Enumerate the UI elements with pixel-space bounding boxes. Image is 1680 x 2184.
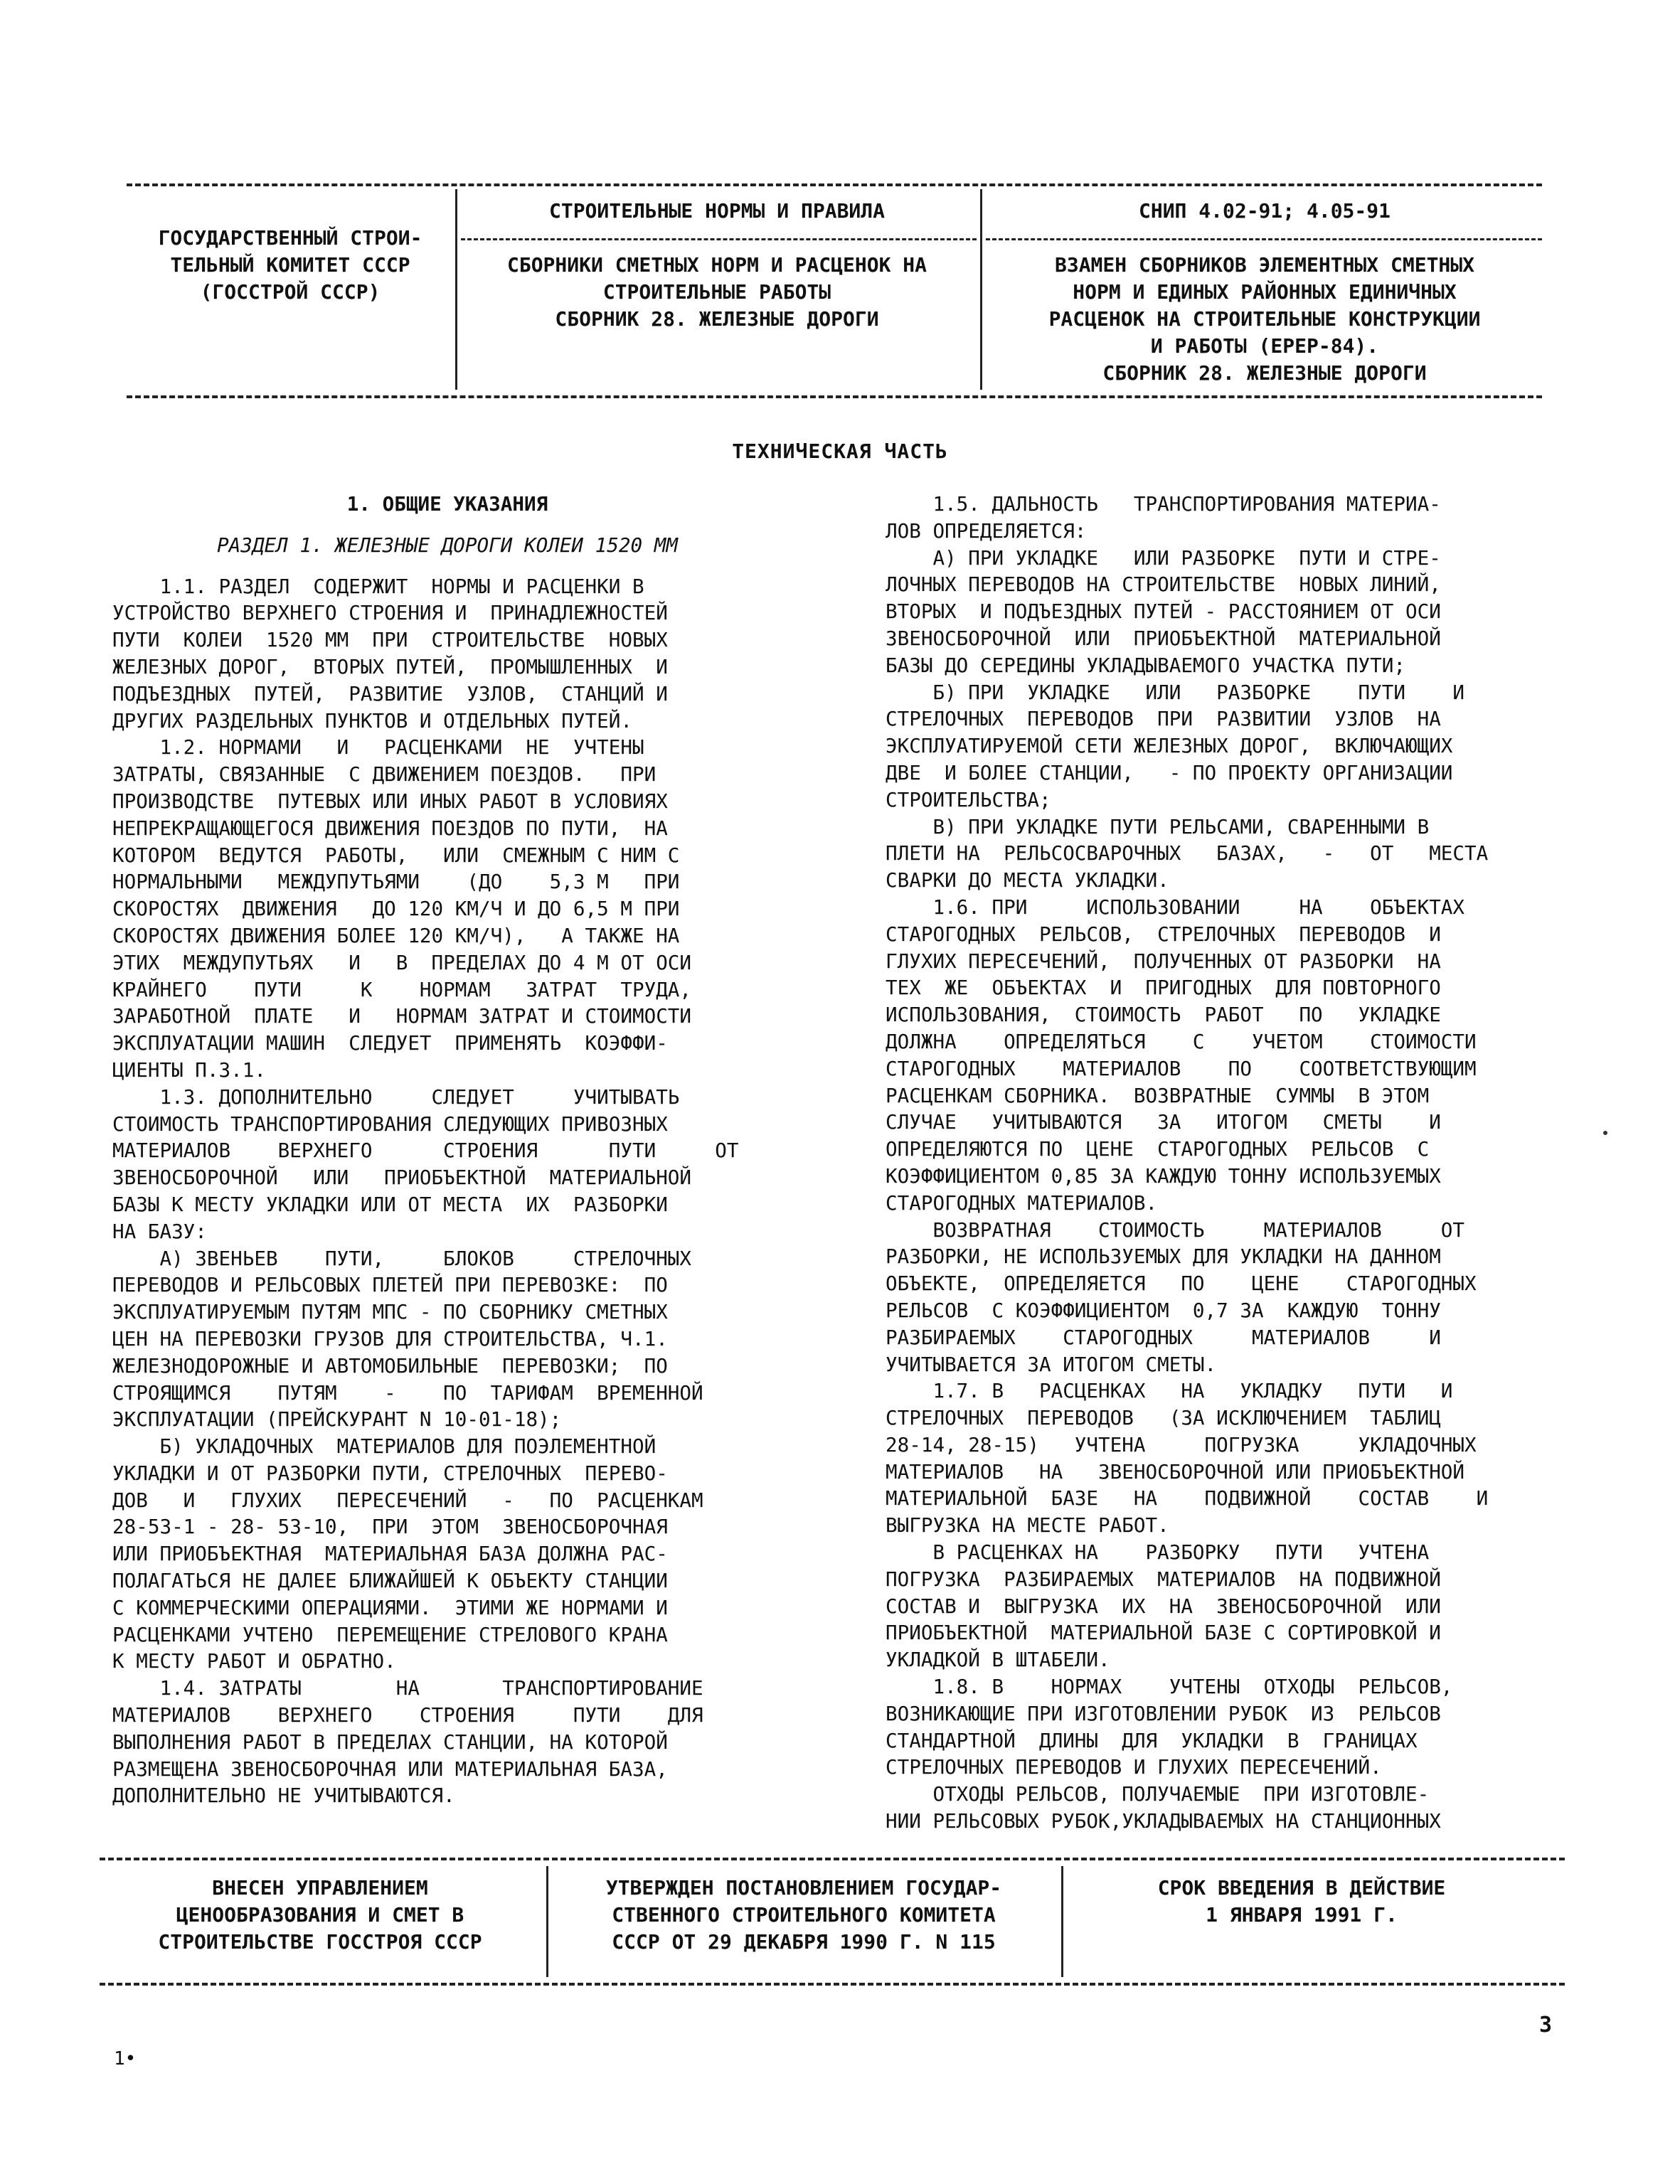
header-top-rule: [127, 183, 1542, 186]
footer-divider-right: [1061, 1866, 1063, 1977]
text-line: ГЛУХИХ ПЕРЕСЕЧЕНИЙ, ПОЛУЧЕННЫХ ОТ РАЗБОРКИ НА: [886, 949, 1441, 973]
text-line: ПОЛАГАТЬСЯ НЕ ДАЛЕЕ БЛИЖАЙШЕЙ К ОБЪЕКТУ СТАНЦИИ: [112, 1569, 668, 1593]
footer-approved-line: УТВЕРЖДЕН ПОСТАНОВЛЕНИЕМ ГОСУДАР-: [605, 1876, 1002, 1900]
text-line: 1.3. ДОПОЛНИТЕЛЬНО СЛЕДУЕТ УЧИТЫВАТЬ: [112, 1085, 680, 1109]
text-line: ПРОИЗВОДСТВЕ ПУТЕВЫХ ИЛИ ИНЫХ РАБОТ В УСЛОВИЯХ: [112, 789, 668, 813]
text-line: 1. ОБЩИЕ УКАЗАНИЯ: [346, 492, 548, 516]
text-line: РАСЦЕНКАМИ УЧТЕНО ПЕРЕМЕЩЕНИЕ СТРЕЛОВОГО КРАНА: [112, 1622, 668, 1646]
text-line: ЗВЕНОСБОРОЧНОЙ ИЛИ ПРИОБЪЕКТНОЙ МАТЕРИАЛЬНОЙ: [886, 626, 1441, 650]
text-line: УКЛАДКОЙ В ШТАБЕЛИ.: [886, 1648, 1110, 1672]
header-middle-rule: [461, 238, 977, 240]
text-line: В) ПРИ УКЛАДКЕ ПУТИ РЕЛЬСАМИ, СВАРЕННЫМИ В: [886, 814, 1430, 838]
header-replaces: [987, 252, 1542, 387]
text-line: ЦЕН НА ПЕРЕВОЗКИ ГРУЗОВ ДЛЯ СТРОИТЕЛЬСТВА, Ч.1.: [112, 1326, 668, 1351]
text-line: ЭТИХ МЕЖДУПУТЬЯХ И В ПРЕДЕЛАХ ДО 4 М ОТ ОСИ: [112, 950, 692, 974]
text-line: БАЗЫ ДО СЕРЕДИНЫ УКЛАДЫВАЕМОГО УЧАСТКА ПУТИ;: [886, 653, 1405, 677]
footer-effective-line: 1 ЯНВАРЯ 1991 Г.: [1206, 1903, 1398, 1927]
text-line: ВОЗНИКАЮЩИЕ ПРИ ИЗГОТОВЛЕНИИ РУБОК ИЗ РЕЛЬСОВ: [886, 1701, 1441, 1725]
text-line: ПОДЪЕЗДНЫХ ПУТЕЙ, РАЗВИТИЕ УЗЛОВ, СТАНЦИЙ И: [112, 681, 668, 705]
text-line: СТРОЯЩИМСЯ ПУТЯМ - ПО ТАРИФАМ ВРЕМЕННОЙ: [112, 1380, 703, 1405]
text-line: НОРМАЛЬНЫМИ МЕЖДУПУТЬЯМИ (ДО 5,3 М ПРИ: [112, 870, 680, 894]
text-line: [112, 559, 782, 573]
header-collection-line: СТРОИТЕЛЬНЫЕ РАБОТЫ: [602, 280, 831, 304]
footer-submitted-line: ЦЕНООБРАЗОВАНИЯ И СМЕТ В: [176, 1903, 464, 1927]
text-line: ЗАТРАТЫ, СВЯЗАННЫЕ С ДВИЖЕНИЕМ ПОЕЗДОВ. ПРИ: [112, 762, 656, 787]
header-divider-left: [455, 189, 457, 390]
text-line: ИЛИ ПРИОБЪЕКТНАЯ МАТЕРИАЛЬНАЯ БАЗА ДОЛЖНА РАС-: [112, 1542, 668, 1566]
text-line: 28-14, 28-15) УЧТЕНА ПОГРУЗКА УКЛАДОЧНЫХ: [886, 1432, 1477, 1456]
text-line: КОТОРОМ ВЕДУТСЯ РАБОТЫ, ИЛИ СМЕЖНЫМ С НИМ С: [112, 843, 680, 867]
text-line: 1.8. В НОРМАХ УЧТЕНЫ ОТХОДЫ РЕЛЬСОВ,: [886, 1675, 1453, 1699]
text-line: ЗАРАБОТНОЙ ПЛАТЕ И НОРМАМ ЗАТРАТ И СТОИМОСТИ: [112, 1004, 692, 1028]
left-text-column: [112, 491, 782, 1809]
text-line: СЛУЧАЕ УЧИТЫВАЮТСЯ ЗА ИТОГОМ СМЕТЫ И: [886, 1110, 1441, 1134]
header-right-rule: [986, 238, 1542, 240]
text-line: К МЕСТУ РАБОТ И ОБРАТНО.: [112, 1649, 396, 1673]
footer-approved-line: СТВЕННОГО СТРОИТЕЛЬНОГО КОМИТЕТА: [612, 1903, 996, 1927]
scan-speck: [1603, 1131, 1607, 1135]
text-line: ВЫГРУЗКА НА МЕСТЕ РАБОТ.: [886, 1513, 1169, 1538]
footer-approved-by: [555, 1875, 1053, 1956]
text-line: ПЛЕТИ НА РЕЛЬСОСВАРОЧНЫХ БАЗАХ, - ОТ МЕСТА: [886, 841, 1489, 865]
footer-approved-line: СССР ОТ 29 ДЕКАБРЯ 1990 Г. N 115: [612, 1930, 996, 1954]
text-line: ЖЕЛЕЗНОДОРОЖНЫЕ И АВТОМОБИЛЬНЫЕ ПЕРЕВОЗКИ; ПО: [112, 1353, 668, 1378]
text-line: 1.4. ЗАТРАТЫ НА ТРАНСПОРТИРОВАНИЕ: [112, 1676, 703, 1700]
text-line: ЗВЕНОСБОРОЧНОЙ ИЛИ ПРИОБЪЕКТНОЙ МАТЕРИАЛЬНОЙ: [112, 1166, 692, 1190]
text-line: ВЫПОЛНЕНИЯ РАБОТ В ПРЕДЕЛАХ СТАНЦИИ, НА КОТОРОЙ: [112, 1730, 668, 1754]
text-line: ЭКСПЛУАТАЦИИ (ПРЕЙСКУРАНТ N 10-01-18);: [112, 1407, 562, 1432]
text-line: ЖЕЛЕЗНЫХ ДОРОГ, ВТОРЫХ ПУТЕЙ, ПРОМЫШЛЕННЫХ И: [112, 654, 668, 678]
text-line: МАТЕРИАЛОВ ВЕРХНЕГО СТРОЕНИЯ ПУТИ ДЛЯ: [112, 1703, 703, 1727]
text-line: СТРЕЛОЧНЫХ ПЕРЕВОДОВ (ЗА ИСКЛЮЧЕНИЕМ ТАБЛИЦ: [886, 1406, 1441, 1430]
text-line: Б) УКЛАДОЧНЫХ МАТЕРИАЛОВ ДЛЯ ПОЭЛЕМЕНТНОЙ: [112, 1434, 656, 1459]
text-line: ДВЕ И БОЛЕЕ СТАНЦИИ, - ПО ПРОЕКТУ ОРГАНИЗАЦИИ: [886, 760, 1453, 784]
text-line: РЕЛЬСОВ С КОЭФФИЦИЕНТОМ 0,7 ЗА КАЖДУЮ ТОННУ: [886, 1298, 1441, 1322]
text-line: ТЕХ ЖЕ ОБЪЕКТАХ И ПРИГОДНЫХ ДЛЯ ПОВТОРНОГО: [886, 976, 1441, 1000]
header-authority-line: ТЕЛЬНЫЙ КОМИТЕТ СССР: [170, 253, 410, 277]
text-line: СТРЕЛОЧНЫХ ПЕРЕВОДОВ И ГЛУХИХ ПЕРЕСЕЧЕНИЙ.: [886, 1755, 1382, 1779]
text-line: МАТЕРИАЛОВ ВЕРХНЕГО СТРОЕНИЯ ПУТИ ОТ: [112, 1139, 739, 1163]
header-collection-line: СБОРНИКИ СМЕТНЫХ НОРМ И РАСЦЕНОК НА: [506, 253, 927, 277]
header-snip-code: СНИП 4.02-91; 4.05-91: [1138, 199, 1391, 223]
text-line: СТАРОГОДНЫХ РЕЛЬСОВ, СТРЕЛОЧНЫХ ПЕРЕВОДОВ И: [886, 922, 1441, 946]
text-line: СКОРОСТЯХ ДВИЖЕНИЯ ДО 120 КМ/Ч И ДО 6,5 М ПРИ: [112, 897, 680, 921]
text-line: УСТРОЙСТВО ВЕРХНЕГО СТРОЕНИЯ И ПРИНАДЛЕЖНОСТЕЙ: [112, 601, 668, 625]
text-line: А) ЗВЕНЬЕВ ПУТИ, БЛОКОВ СТРЕЛОЧНЫХ: [112, 1246, 692, 1270]
header-replaces-line: ВЗАМЕН СБОРНИКОВ ЭЛЕМЕНТНЫХ СМЕТНЫХ: [1054, 253, 1474, 277]
section-title: ТЕХНИЧЕСКАЯ ЧАСТЬ: [732, 440, 948, 463]
text-line: РАЗДЕЛ 1. ЖЕЛЕЗНЫЕ ДОРОГИ КОЛЕИ 1520 ММ: [217, 533, 678, 557]
text-line: ПЕРЕВОДОВ И РЕЛЬСОВЫХ ПЛЕТЕЙ ПРИ ПЕРЕВОЗКЕ: ПО: [112, 1273, 668, 1297]
text-line: СТРЕЛОЧНЫХ ПЕРЕВОДОВ ПРИ РАЗВИТИИ УЗЛОВ НА: [886, 707, 1441, 731]
footer-effective-line: СРОК ВВЕДЕНИЯ В ДЕЙСТВИЕ: [1157, 1876, 1446, 1900]
text-line: 1.1. РАЗДЕЛ СОДЕРЖИТ НОРМЫ И РАСЦЕНКИ В: [112, 574, 644, 598]
text-line: ПУТИ КОЛЕИ 1520 ММ ПРИ СТРОИТЕЛЬСТВЕ НОВЫХ: [112, 628, 668, 652]
footer-top-rule: [100, 1858, 1565, 1860]
text-line: СОСТАВ И ВЫГРУЗКА ИХ НА ЗВЕНОСБОРОЧНОЙ ИЛИ: [886, 1594, 1441, 1618]
text-line: РАСЦЕНКАМ СБОРНИКА. ВОЗВРАТНЫЕ СУММЫ В ЭТОМ: [886, 1083, 1430, 1107]
header-authority-line: (ГОССТРОЙ СССР): [200, 280, 381, 304]
text-line: СВАРКИ ДО МЕСТА УКЛАДКИ.: [886, 868, 1169, 893]
page-number: 3: [1538, 2013, 1552, 2037]
corner-mark: 1•: [114, 2048, 137, 2070]
footer-divider-left: [546, 1866, 548, 1977]
header-authority-line: ГОСУДАРСТВЕННЫЙ СТРОИ-: [158, 226, 422, 250]
text-line: В РАСЦЕНКАХ НА РАЗБОРКУ ПУТИ УЧТЕНА: [886, 1540, 1430, 1565]
header-authority: [127, 225, 454, 306]
footer-submitted-line: ВНЕСЕН УПРАВЛЕНИЕМ: [212, 1876, 428, 1900]
text-line: 1.6. ПРИ ИСПОЛЬЗОВАНИИ НА ОБЪЕКТАХ: [886, 895, 1465, 919]
text-line: БАЗЫ К МЕСТУ УКЛАДКИ ИЛИ ОТ МЕСТА ИХ РАЗБОРКИ: [112, 1192, 668, 1216]
text-line: КРАЙНЕГО ПУТИ К НОРМАМ ЗАТРАТ ТРУДА,: [112, 977, 692, 1001]
text-line: РАЗБИРАЕМЫХ СТАРОГОДНЫХ МАТЕРИАЛОВ И: [886, 1325, 1441, 1349]
text-line: ЛОВ ОПРЕДЕЛЯЕТСЯ:: [886, 518, 1087, 543]
text-line: ПРИОБЪЕКТНОЙ МАТЕРИАЛЬНОЙ БАЗЕ С СОРТИРОВКОЙ И: [886, 1621, 1441, 1645]
text-line: ВТОРЫХ И ПОДЪЕЗДНЫХ ПУТЕЙ - РАССТОЯНИЕМ ОТ ОСИ: [886, 600, 1441, 624]
text-line: ЭКСПЛУАТИРУЕМОЙ СЕТИ ЖЕЛЕЗНЫХ ДОРОГ, ВКЛЮЧАЮЩИХ: [886, 734, 1453, 758]
footer-effective-date: [1074, 1875, 1529, 1929]
text-line: [112, 518, 782, 532]
text-line: ЭКСПЛУАТИРУЕМЫМ ПУТЯМ МПС - ПО СБОРНИКУ СМЕТНЫХ: [112, 1300, 668, 1324]
text-line: УКЛАДКИ И ОТ РАЗБОРКИ ПУТИ, СТРЕЛОЧНЫХ ПЕРЕВО-: [112, 1461, 668, 1485]
text-line: ИСПОЛЬЗОВАНИЯ, СТОИМОСТЬ РАБОТ ПО УКЛАДКЕ: [886, 1003, 1441, 1027]
text-line: СКОРОСТЯХ ДВИЖЕНИЯ БОЛЕЕ 120 КМ/Ч), А ТАКЖЕ НА: [112, 923, 680, 947]
text-line: ЭКСПЛУАТАЦИИ МАШИН СЛЕДУЕТ ПРИМЕНЯТЬ КОЭФФИ-: [112, 1031, 668, 1055]
text-line: СТОИМОСТЬ ТРАНСПОРТИРОВАНИЯ СЛЕДУЮЩИХ ПРИВОЗНЫХ: [112, 1112, 668, 1136]
text-line: 28-53-1 - 28- 53-10, ПРИ ЭТОМ ЗВЕНОСБОРОЧНАЯ: [112, 1515, 668, 1539]
text-line: УЧИТЫВАЕТСЯ ЗА ИТОГОМ СМЕТЫ.: [886, 1352, 1217, 1376]
text-line: С КОММЕРЧЕСКИМИ ОПЕРАЦИЯМИ. ЭТИМИ ЖЕ НОРМАМИ И: [112, 1595, 668, 1619]
header-divider-right: [980, 189, 982, 390]
text-line: 1.7. В РАСЦЕНКАХ НА УКЛАДКУ ПУТИ И: [886, 1379, 1453, 1403]
text-line: МАТЕРИАЛОВ НА ЗВЕНОСБОРОЧНОЙ ИЛИ ПРИОБЪЕКТНОЙ: [886, 1459, 1465, 1483]
text-line: НЕПРЕКРАЩАЮЩЕГОСЯ ДВИЖЕНИЯ ПОЕЗДОВ ПО ПУТИ, НА: [112, 816, 668, 840]
header-replaces-line: И РАБОТЫ (ЕРЕР-84).: [1150, 334, 1379, 358]
header-collection-line: СБОРНИК 28. ЖЕЛЕЗНЫЕ ДОРОГИ: [555, 307, 879, 331]
header-norms-title: СТРОИТЕЛЬНЫЕ НОРМЫ И ПРАВИЛА: [548, 199, 885, 223]
header-replaces-line: НОРМ И ЕДИНЫХ РАЙОННЫХ ЕДИНИЧНЫХ: [1073, 280, 1457, 304]
text-line: ЛОЧНЫХ ПЕРЕВОДОВ НА СТРОИТЕЛЬСТВЕ НОВЫХ ЛИНИЙ,: [886, 572, 1441, 597]
text-line: СТАРОГОДНЫХ МАТЕРИАЛОВ.: [886, 1190, 1158, 1215]
text-line: ЦИЕНТЫ П.3.1.: [112, 1058, 266, 1082]
text-line: 1.5. ДАЛЬНОСТЬ ТРАНСПОРТИРОВАНИЯ МАТЕРИА-: [886, 492, 1441, 516]
text-line: НА БАЗУ:: [112, 1219, 207, 1243]
text-line: ДОВ И ГЛУХИХ ПЕРЕСЕЧЕНИЙ - ПО РАСЦЕНКАМ: [112, 1488, 703, 1512]
text-line: РАЗБОРКИ, НЕ ИСПОЛЬЗУЕМЫХ ДЛЯ УКЛАДКИ НА ДАННОМ: [886, 1245, 1441, 1269]
footer-submitted-by: [107, 1875, 533, 1956]
text-line: МАТЕРИАЛЬНОЙ БАЗЕ НА ПОДВИЖНОЙ СОСТАВ И: [886, 1486, 1489, 1511]
text-line: СТАНДАРТНОЙ ДЛИНЫ ДЛЯ УКЛАДКИ В ГРАНИЦАХ: [886, 1728, 1418, 1752]
text-line: СТАРОГОДНЫХ МАТЕРИАЛОВ ПО СООТВЕТСТВУЮЩИМ: [886, 1056, 1477, 1080]
footer-submitted-line: СТРОИТЕЛЬСТВЕ ГОССТРОЯ СССР: [158, 1930, 482, 1954]
text-line: ОПРЕДЕЛЯЮТСЯ ПО ЦЕНЕ СТАРОГОДНЫХ РЕЛЬСОВ С: [886, 1137, 1430, 1161]
text-line: ДРУГИХ РАЗДЕЛЬНЫХ ПУНКТОВ И ОТДЕЛЬНЫХ ПУТЕЙ.: [112, 708, 632, 733]
text-line: ОБЪЕКТЕ, ОПРЕДЕЛЯЕТСЯ ПО ЦЕНЕ СТАРОГОДНЫХ: [886, 1272, 1477, 1296]
text-line: ДОПОЛНИТЕЛЬНО НЕ УЧИТЫВАЮТСЯ.: [112, 1784, 455, 1808]
text-line: ВОЗВРАТНАЯ СТОИМОСТЬ МАТЕРИАЛОВ ОТ: [886, 1218, 1465, 1242]
header-bottom-rule: [127, 395, 1542, 398]
right-text-column: [886, 491, 1568, 1835]
text-line: ОТХОДЫ РЕЛЬСОВ, ПОЛУЧАЕМЫЕ ПРИ ИЗГОТОВЛЕ-: [886, 1782, 1430, 1806]
header-replaces-line: РАСЦЕНОК НА СТРОИТЕЛЬНЫЕ КОНСТРУКЦИИ: [1048, 307, 1481, 331]
text-line: Б) ПРИ УКЛАДКЕ ИЛИ РАЗБОРКЕ ПУТИ И: [886, 680, 1465, 704]
text-line: СТРОИТЕЛЬСТВА;: [886, 787, 1051, 811]
text-line: НИИ РЕЛЬСОВЫХ РУБОК,УКЛАДЫВАЕМЫХ НА СТАНЦИОННЫХ: [886, 1809, 1441, 1833]
text-line: А) ПРИ УКЛАДКЕ ИЛИ РАЗБОРКЕ ПУТИ И СТРЕ-: [886, 545, 1441, 570]
header-replaces-line: СБОРНИК 28. ЖЕЛЕЗНЫЕ ДОРОГИ: [1102, 361, 1427, 385]
text-line: КОЭФФИЦИЕНТОМ 0,85 ЗА КАЖДУЮ ТОННУ ИСПОЛЬЗУЕМЫХ: [886, 1163, 1441, 1188]
footer-bottom-rule: [100, 1983, 1565, 1986]
text-line: ПОГРУЗКА РАЗБИРАЕМЫХ МАТЕРИАЛОВ НА ПОДВИЖНОЙ: [886, 1567, 1441, 1591]
text-line: РАЗМЕЩЕНА ЗВЕНОСБОРОЧНАЯ ИЛИ МАТЕРИАЛЬНАЯ БАЗА,: [112, 1757, 668, 1781]
text-line: 1.2. НОРМАМИ И РАСЦЕНКАМИ НЕ УЧТЕНЫ: [112, 735, 644, 760]
text-line: ДОЛЖНА ОПРЕДЕЛЯТЬСЯ С УЧЕТОМ СТОИМОСТИ: [886, 1029, 1477, 1053]
header-collection: [461, 252, 973, 333]
